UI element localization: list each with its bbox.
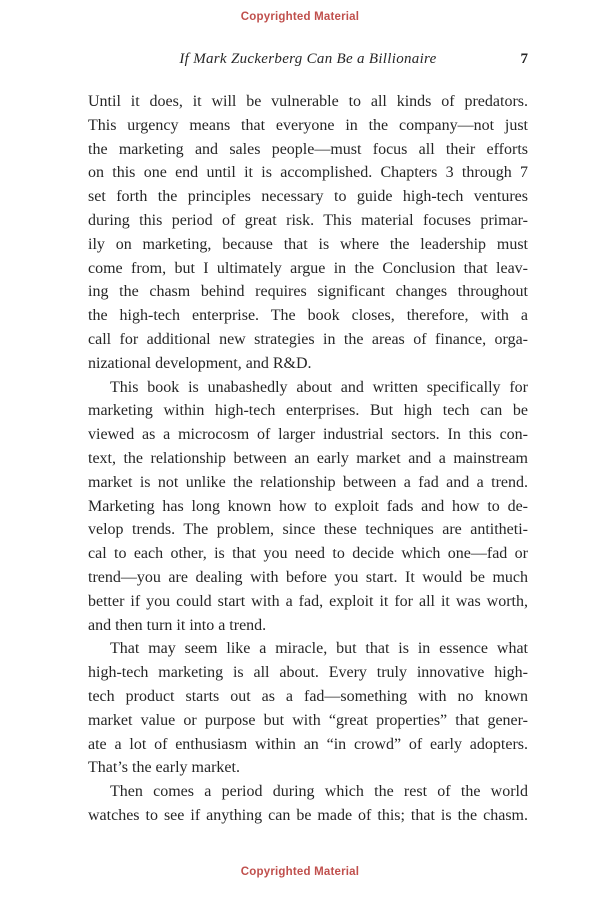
text-line: watches to see if anything can be made of this; that is the chasm. <box>88 806 528 824</box>
text-line: tech product starts out as a fad—something with no known <box>88 687 528 705</box>
page-number: 7 <box>520 51 528 67</box>
text-line: and then turn it into a trend. <box>88 616 267 634</box>
text-line: This urgency means that everyone in the company—not just <box>88 116 528 134</box>
text-line: text, the relationship between an early market and a mainstream <box>88 449 528 467</box>
text-line: velop trends. The problem, since these techniques are antitheti- <box>88 521 528 539</box>
text-line: Until it does, it will be vulnerable to all kinds of predators. <box>88 93 528 110</box>
text-line: trend—you are dealing with before you start. It would be much <box>88 568 528 586</box>
text-line: market is not unlike the relationship between a fad and a trend. <box>88 473 528 491</box>
text-line: ate a lot of enthusiasm within an “in crowd” of early adopters. <box>88 735 528 753</box>
text-line: market value or purpose but with “great properties” that gener- <box>88 711 528 729</box>
text-line: call for additional new strategies in the areas of finance, orga- <box>88 330 528 348</box>
text-line: ily on marketing, because that is where the leadership must <box>88 235 528 253</box>
text-line: That’s the early market. <box>88 759 240 777</box>
text-line: come from, but I ultimately argue in the Conclusion that leav- <box>88 259 528 277</box>
text-line: This book is unabashedly about and written specifically for <box>110 378 528 396</box>
text-line: during this period of great risk. This material focuses primar- <box>88 211 528 229</box>
text-line: set forth the principles necessary to guide high-tech ventures <box>88 188 528 206</box>
copyright-notice-bottom: Copyrighted Material <box>240 866 360 878</box>
text-line: Then comes a period during which the rest of the world <box>110 783 528 801</box>
text-line: on this one end until it is accomplished. Chapters 3 through 7 <box>88 164 528 182</box>
text-line: nizational development, and R&D. <box>88 354 312 372</box>
copyright-notice-top: Copyrighted Material <box>240 11 360 23</box>
text-line: cal to each other, is that you need to decide which one—fad or <box>88 545 528 563</box>
text-line: high-tech marketing is all about. Every truly innovative high- <box>88 664 528 682</box>
text-line: marketing within high-tech enterprises. But high tech can be <box>88 402 528 420</box>
running-header <box>88 51 528 71</box>
text-line: better if you could start with a fad, exploit it for all it was worth, <box>88 592 528 610</box>
text-line: the marketing and sales people—must focus all their efforts <box>88 140 528 158</box>
text-line: That may seem like a miracle, but that is in essence what <box>110 640 528 658</box>
text-line: ing the chasm behind requires significant changes throughout <box>88 283 528 301</box>
text-line: the high-tech enterprise. The book closes, therefore, with a <box>88 307 528 325</box>
text-line: Marketing has long known how to exploit fads and how to de- <box>88 497 528 515</box>
text-line: viewed as a microcosm of larger industrial sectors. In this con- <box>88 426 528 444</box>
running-header-title: If Mark Zuckerberg Can Be a Billionaire <box>179 51 437 67</box>
body-text <box>88 90 528 828</box>
